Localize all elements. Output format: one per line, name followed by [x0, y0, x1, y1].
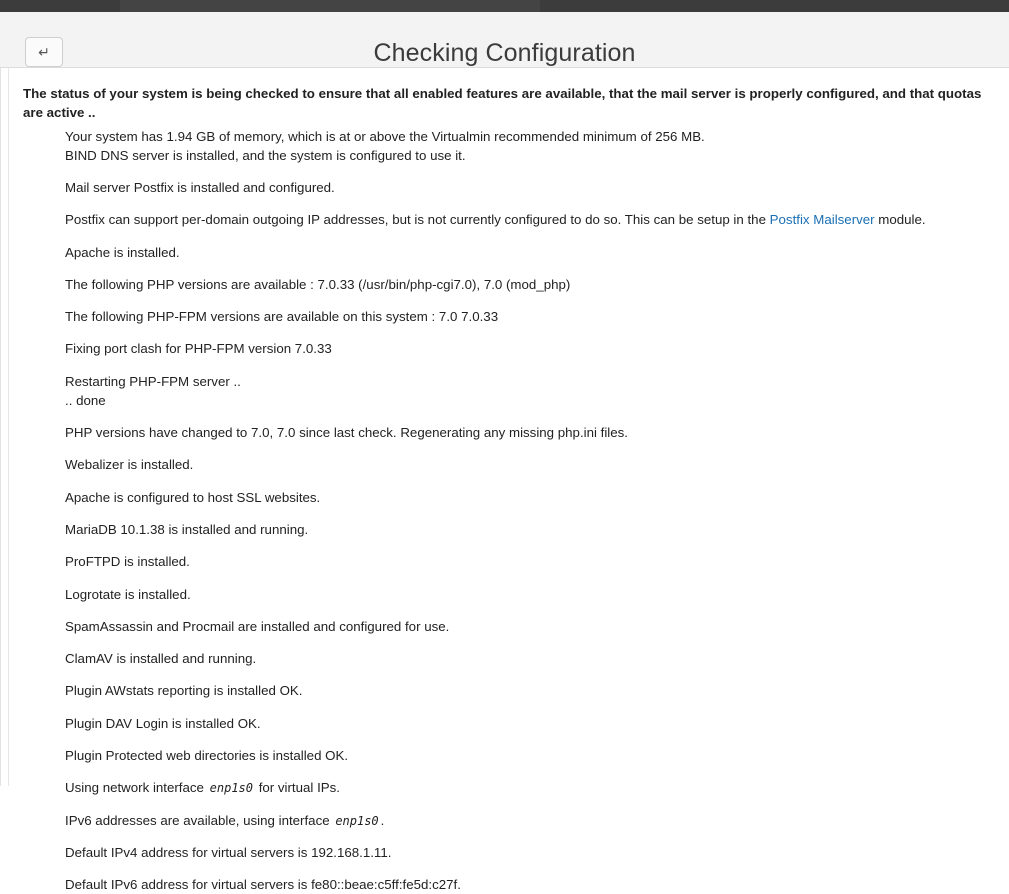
status-line-php-fpm-restart: Restarting PHP-FPM server .. [65, 373, 241, 389]
status-line-php-fpm-restart-done: .. done [65, 392, 106, 408]
status-line-ipv6-interface [65, 811, 989, 830]
status-line-network-interface-text: Using network interface [65, 780, 208, 796]
status-line-plugin-protected-dirs: Plugin Protected web directories is installed OK. [65, 747, 349, 763]
status-line-apache: Apache is installed. [65, 244, 180, 260]
status-line-logrotate: Logrotate is installed. [65, 586, 191, 602]
status-line-plugin-dav: Plugin DAV Login is installed OK. [65, 715, 261, 731]
status-line-list [65, 127, 989, 894]
status-line-apache-ssl: Apache is configured to host SSL websites. [65, 489, 321, 505]
status-line-php-fpm-port-clash: Fixing port clash for PHP-FPM version 7.0.33 [65, 341, 332, 357]
page-header [0, 12, 1009, 68]
status-line-network-interface [65, 778, 989, 797]
status-line-proftpd: ProFTPD is installed. [65, 554, 190, 570]
content-area [0, 68, 1009, 893]
status-line-postfix-ip-text: Postfix can support per-domain outgoing IP addresses, but is not currently configured to do so. This can be setup in the [65, 212, 770, 228]
page-title: Checking Configuration [373, 39, 636, 67]
status-line-postfix-ip [65, 210, 989, 229]
status-line-bind: BIND DNS server is installed, and the system is configured to use it. [65, 147, 466, 163]
status-line-plugin-awstats: Plugin AWstats reporting is installed OK. [65, 683, 303, 699]
status-line-php-versions: The following PHP versions are available : 7.0.33 (/usr/bin/php-cgi7.0), 7.0 (mod_php) [65, 276, 571, 292]
postfix-mailserver-link[interactable]: Postfix Mailserver [769, 212, 875, 228]
status-line-postfix-ip-suffix: module. [874, 212, 926, 228]
interface-name-virtual-ips: enp1s0 [209, 781, 253, 796]
status-line-postfix: Mail server Postfix is installed and configured. [65, 180, 335, 196]
status-line-default-ipv4: Default IPv4 address for virtual servers is 192.168.1.11. [65, 844, 392, 860]
status-line-webalizer: Webalizer is installed. [65, 457, 194, 473]
content-left-edge [1, 68, 9, 786]
status-report [1, 68, 1009, 894]
status-line-php-fpm-versions: The following PHP-FPM versions are available on this system : 7.0 7.0.33 [65, 309, 499, 325]
status-line-php-changed: PHP versions have changed to 7.0, 7.0 since last check. Regenerating any missing php.ini files. [65, 425, 628, 441]
status-line-default-ipv6: Default IPv6 address for virtual servers is fe80::beae:c5ff:fe5d:c27f. [65, 877, 461, 893]
back-button[interactable]: ↵ [25, 37, 63, 67]
status-line-clamav: ClamAV is installed and running. [65, 651, 257, 667]
status-line-network-interface-suffix: for virtual IPs. [255, 780, 340, 796]
status-line-spamassassin: SpamAssassin and Procmail are installed and configured for use. [65, 618, 450, 634]
status-intro: The status of your system is being checked to ensure that all enabled features are available, that the mail server is properly configured, and that quotas are active .. [23, 86, 982, 121]
status-line-mariadb: MariaDB 10.1.38 is installed and running. [65, 521, 309, 537]
desktop-top-strip [0, 0, 1009, 12]
status-line-ipv6-interface-text: IPv6 addresses are available, using interface [65, 812, 334, 828]
interface-name-ipv6: enp1s0 [335, 813, 379, 828]
status-line-memory: Your system has 1.94 GB of memory, which is at or above the Virtualmin recommended minimum of 256 MB. [65, 128, 705, 144]
top-strip-highlight [120, 0, 540, 12]
status-line-ipv6-interface-suffix: . [380, 812, 385, 828]
